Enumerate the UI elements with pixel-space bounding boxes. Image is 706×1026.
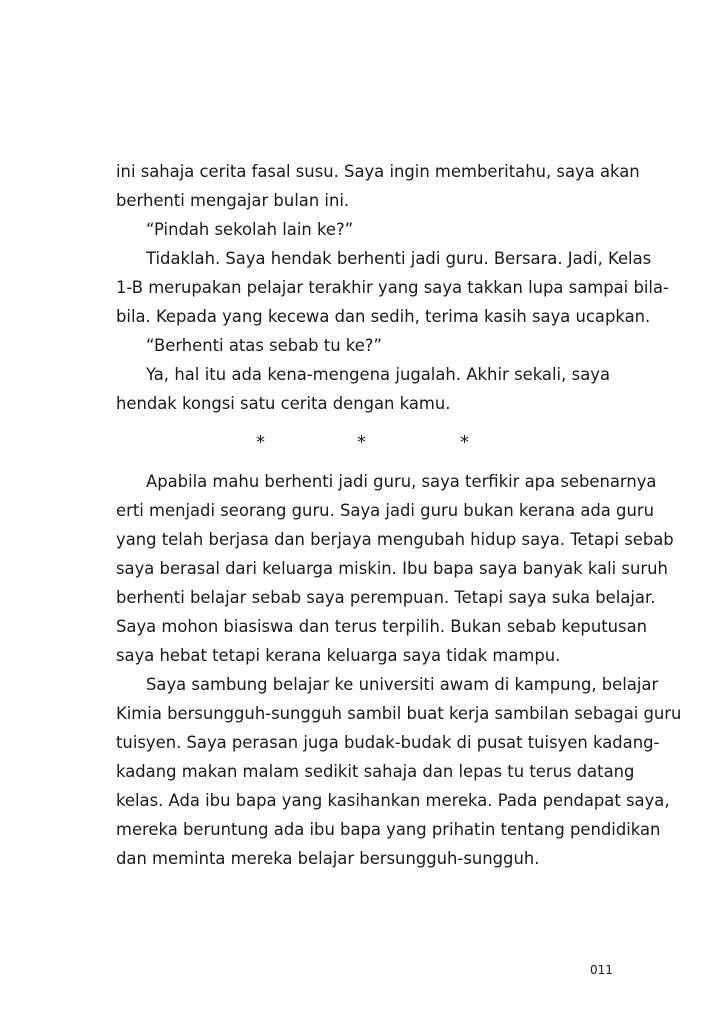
section-break-star: * bbox=[460, 432, 469, 453]
text-line: mereka beruntung ada ibu bapa yang prihatin tentang pendidikan bbox=[116, 820, 661, 839]
dialogue-line bbox=[116, 215, 610, 244]
section-break-star: * bbox=[256, 432, 265, 453]
text-line: kadang makan malam sedikit sahaja dan lepas tu terus datang bbox=[116, 762, 635, 781]
text-line: kelas. Ada ibu bapa yang kasihankan mereka. Pada pendapat saya, bbox=[116, 791, 670, 810]
text-line: dan meminta mereka belajar bersungguh-sungguh. bbox=[116, 849, 540, 868]
text-line: yang telah berjasa dan berjaya mengubah hidup saya. Tetapi sebab bbox=[116, 530, 674, 549]
page-body bbox=[116, 157, 682, 873]
section-break-star: * bbox=[357, 432, 366, 453]
text-line: “Pindah sekolah lain ke?” bbox=[146, 220, 354, 239]
text-line: 1-B merupakan pelajar terakhir yang saya takkan lupa sampai bila- bbox=[116, 278, 669, 297]
paragraph bbox=[116, 360, 610, 418]
dialogue-line bbox=[116, 331, 610, 360]
text-line: hendak kongsi satu cerita dengan kamu. bbox=[116, 394, 451, 413]
text-line: berhenti mengajar bulan ini. bbox=[116, 191, 350, 210]
paragraph bbox=[116, 467, 674, 670]
text-line: Kimia bersungguh-sungguh sambil buat kerja sambilan sebagai guru bbox=[116, 704, 682, 723]
page-number: 011 bbox=[590, 963, 613, 977]
text-line: bila. Kepada yang kecewa dan sedih, terima kasih saya ucapkan. bbox=[116, 307, 651, 326]
text-line: tuisyen. Saya perasan juga budak-budak di pusat tuisyen kadang- bbox=[116, 733, 660, 752]
text-line: Apabila mahu berhenti jadi guru, saya terfikir apa sebenarnya bbox=[146, 472, 657, 491]
paragraph bbox=[116, 670, 682, 873]
text-line: ini sahaja cerita fasal susu. Saya ingin memberitahu, saya akan bbox=[116, 162, 640, 181]
text-line: Tidaklah. Saya hendak berhenti jadi guru. Bersara. Jadi, Kelas bbox=[146, 249, 652, 268]
text-line: erti menjadi seorang guru. Saya jadi guru bukan kerana ada guru bbox=[116, 501, 654, 520]
paragraph bbox=[116, 244, 669, 331]
section-break bbox=[116, 428, 610, 457]
text-line: Saya mohon biasiswa dan terus terpilih. Bukan sebab keputusan bbox=[116, 617, 647, 636]
paragraph bbox=[116, 157, 640, 215]
text-line: saya hebat tetapi kerana keluarga saya tidak mampu. bbox=[116, 646, 561, 665]
text-line: Ya, hal itu ada kena-mengena jugalah. Akhir sekali, saya bbox=[146, 365, 610, 384]
text-line: berhenti belajar sebab saya perempuan. Tetapi saya suka belajar. bbox=[116, 588, 656, 607]
text-line: Saya sambung belajar ke universiti awam di kampung, belajar bbox=[146, 675, 659, 694]
text-line: saya berasal dari keluarga miskin. Ibu bapa saya banyak kali suruh bbox=[116, 559, 668, 578]
text-line: “Berhenti atas sebab tu ke?” bbox=[146, 336, 382, 355]
